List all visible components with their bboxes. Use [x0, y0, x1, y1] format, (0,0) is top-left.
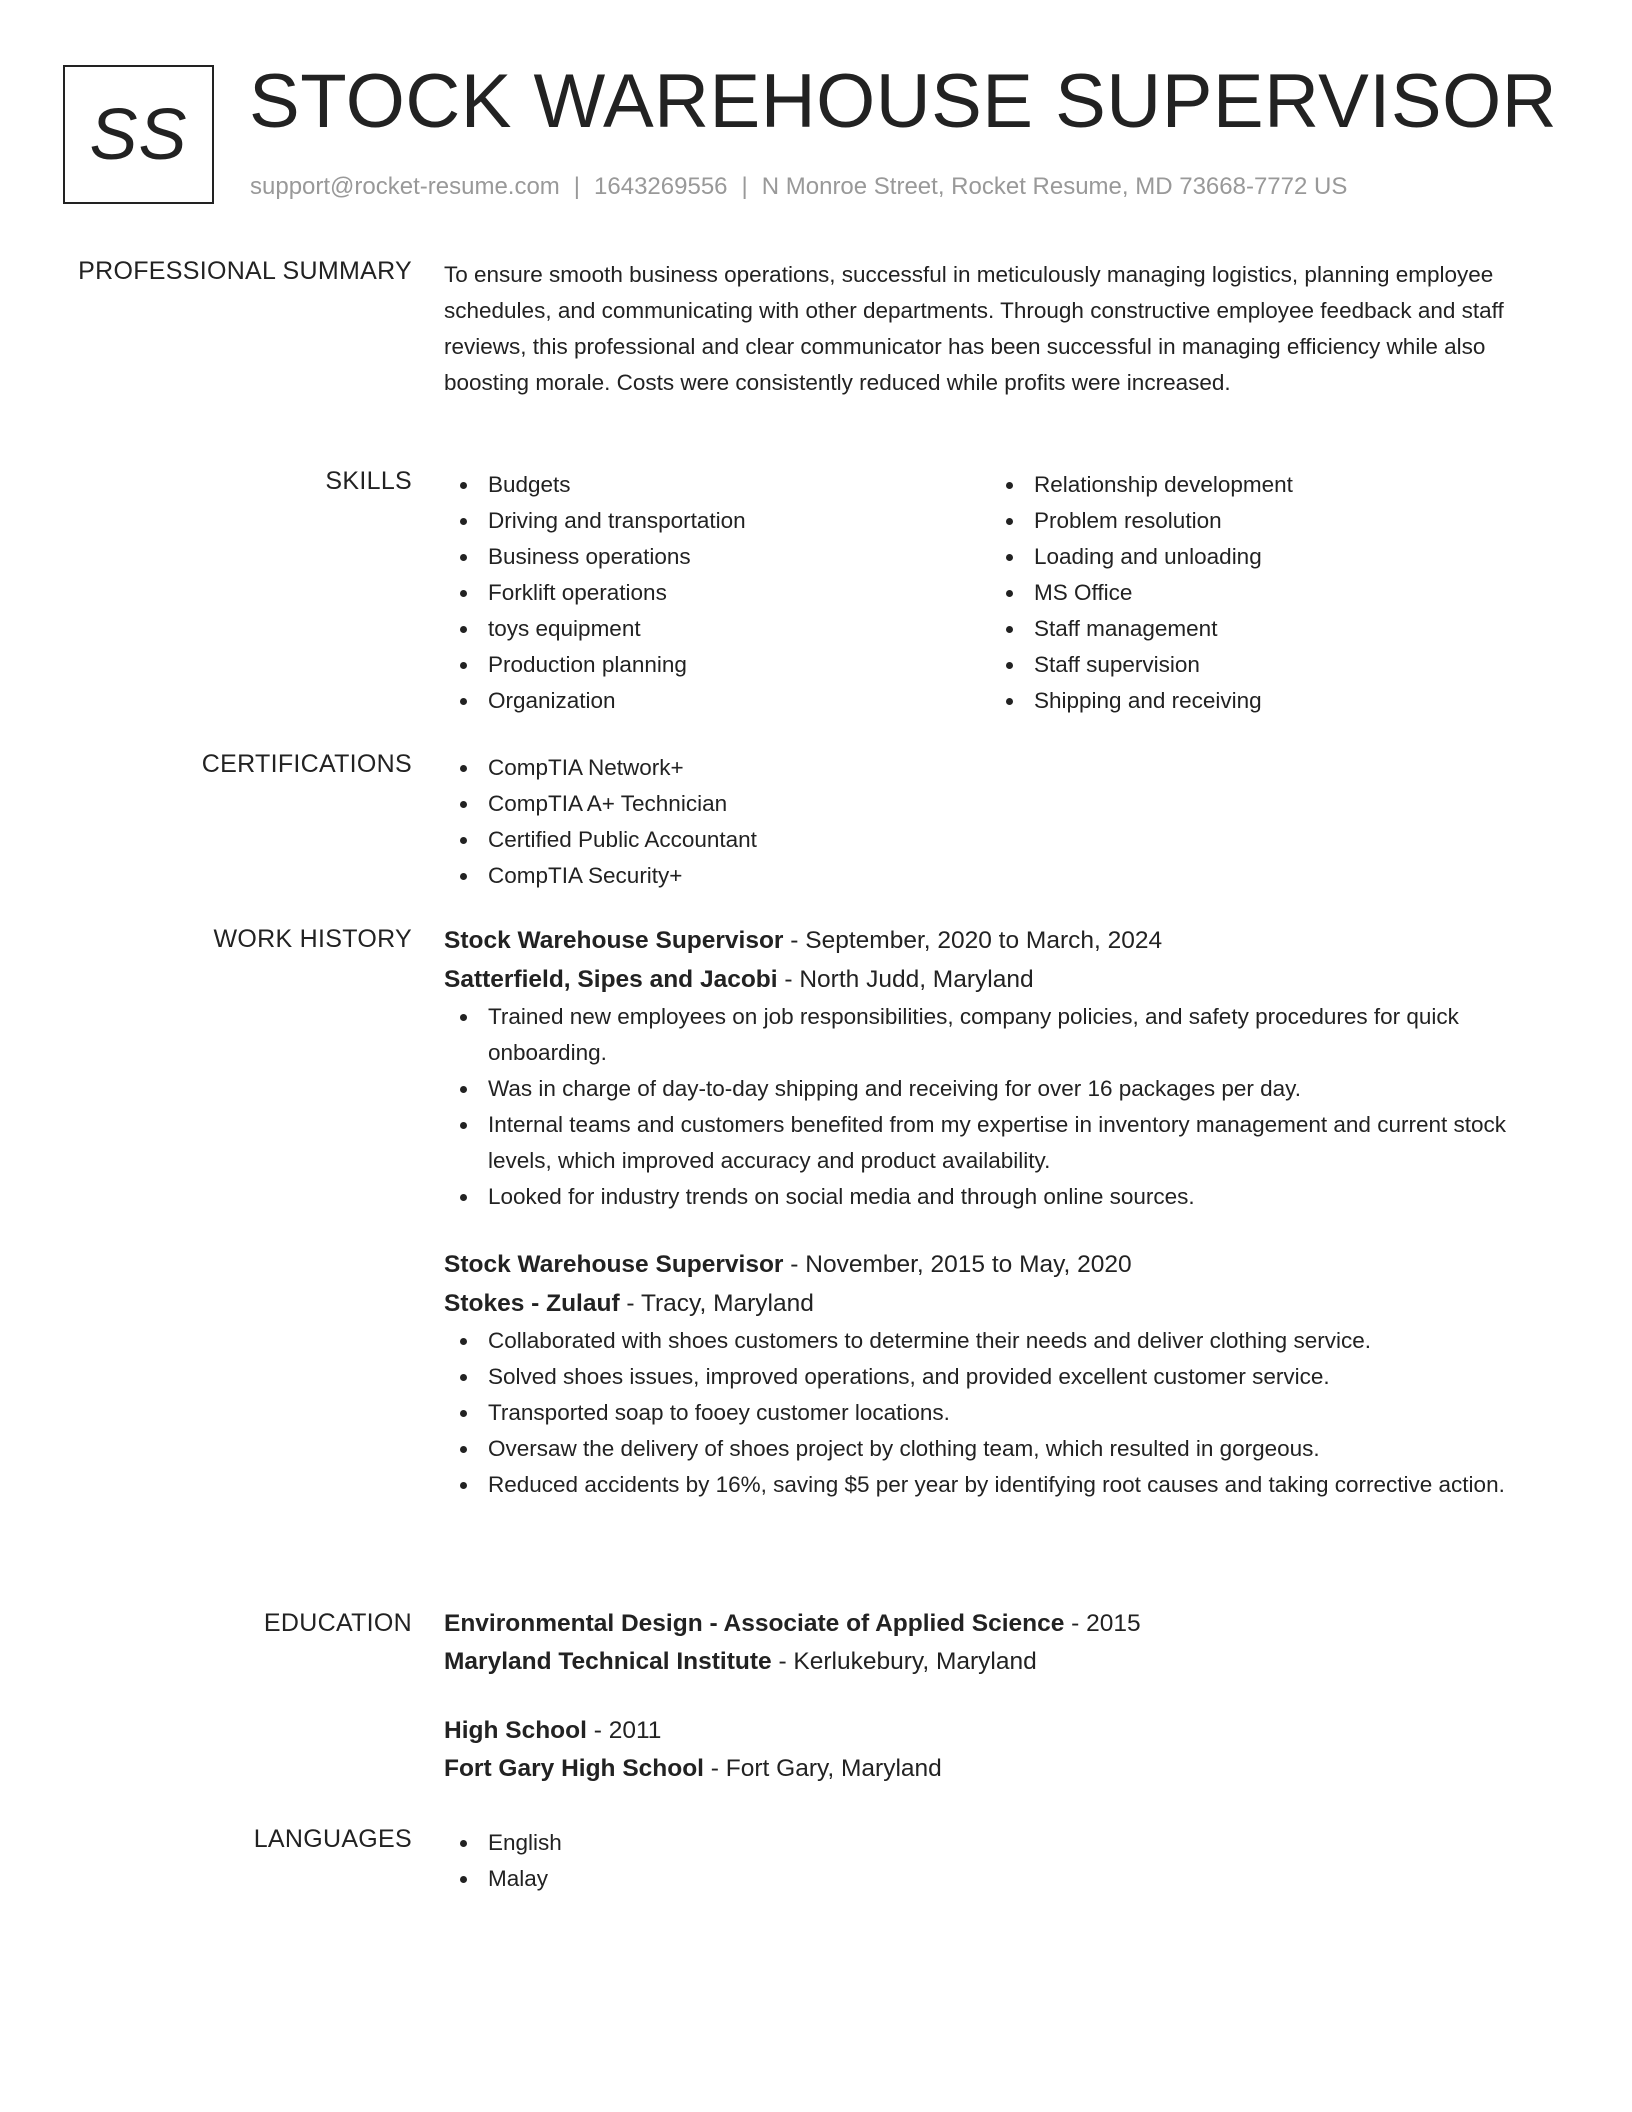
skill-item: Staff supervision — [990, 647, 1536, 683]
section-title-summary: PROFESSIONAL SUMMARY — [78, 257, 412, 285]
skills-list-right — [990, 467, 1536, 719]
certification-item: CompTIA A+ Technician — [444, 786, 1559, 822]
language-item: Malay — [444, 1861, 1559, 1897]
contact-phone[interactable]: 1643269556 — [594, 173, 728, 200]
job-company-line — [444, 1284, 1559, 1323]
skill-item: Staff management — [990, 611, 1536, 647]
education-location: - Kerlukebury, Maryland — [771, 1648, 1037, 1675]
education-school-line — [444, 1643, 1559, 1681]
section-title-skills: SKILLS — [325, 467, 412, 495]
job-location: - North Judd, Maryland — [777, 966, 1034, 993]
job-bullet: Looked for industry trends on social media and through online sources. — [444, 1179, 1559, 1215]
job-dates: - November, 2015 to May, 2020 — [783, 1251, 1132, 1278]
skill-item: toys equipment — [444, 611, 990, 647]
certification-item: CompTIA Network+ — [444, 750, 1559, 786]
contact-line — [250, 173, 1347, 201]
skill-item: Production planning — [444, 647, 990, 683]
job-bullets — [444, 999, 1559, 1215]
certifications-list — [444, 750, 1559, 894]
education-degree: High School — [444, 1717, 587, 1744]
job-company-line — [444, 960, 1559, 999]
job-bullet: Solved shoes issues, improved operations, and provided excellent customer service. — [444, 1359, 1559, 1395]
contact-address: N Monroe Street, Rocket Resume, MD 73668-7772 US — [761, 173, 1348, 200]
skill-item: Problem resolution — [990, 503, 1536, 539]
skill-item: Forklift operations — [444, 575, 990, 611]
section-title-languages: LANGUAGES — [253, 1825, 412, 1853]
job-bullet: Collaborated with shoes customers to determine their needs and deliver clothing service. — [444, 1323, 1559, 1359]
skill-item: Organization — [444, 683, 990, 719]
education-school: Maryland Technical Institute — [444, 1648, 772, 1675]
resume-title: STOCK WAREHOUSE SUPERVISOR — [249, 59, 1558, 144]
job-bullet: Transported soap to fooey customer locations. — [444, 1395, 1559, 1431]
education-entry — [444, 1605, 1559, 1681]
job-role-line — [444, 1245, 1559, 1284]
job-entry — [444, 1245, 1559, 1503]
skill-item: MS Office — [990, 575, 1536, 611]
job-bullets — [444, 1323, 1559, 1503]
section-title-certifications: CERTIFICATIONS — [201, 750, 412, 778]
skill-item: Loading and unloading — [990, 539, 1536, 575]
job-bullet: Reduced accidents by 16%, saving $5 per year by identifying root causes and taking corrective action. — [444, 1467, 1559, 1503]
skill-item: Relationship development — [990, 467, 1536, 503]
job-bullet: Internal teams and customers benefited from my expertise in inventory management and current stock levels, which improved accuracy and product availability. — [444, 1107, 1559, 1179]
education-degree-line — [444, 1712, 1559, 1750]
job-dates: - September, 2020 to March, 2024 — [783, 927, 1163, 954]
job-company: Stokes - Zulauf — [444, 1290, 620, 1317]
job-role-line — [444, 921, 1559, 960]
monogram-badge: SS — [63, 65, 214, 204]
job-location: - Tracy, Maryland — [619, 1290, 814, 1317]
job-role: Stock Warehouse Supervisor — [444, 1251, 784, 1278]
education-body — [444, 1605, 1559, 1819]
job-entry — [444, 921, 1559, 1215]
education-year: - 2011 — [586, 1717, 662, 1744]
languages-list — [444, 1825, 1559, 1897]
certification-item: Certified Public Accountant — [444, 822, 1559, 858]
work-body — [444, 921, 1559, 1533]
education-school-line — [444, 1750, 1559, 1788]
summary-text: To ensure smooth business operations, successful in meticulously managing logistics, planning employee schedules, and communicating with other departments. Through constructive employee feedback and staff reviews, this professional and clear communicator has been successful in managing efficiency while also boosting morale. Costs were consistently reduced while profits were increased. — [444, 262, 1504, 395]
certification-item: CompTIA Security+ — [444, 858, 1559, 894]
education-degree-line — [444, 1605, 1559, 1643]
skills-body — [444, 467, 1559, 719]
skill-item: Business operations — [444, 539, 990, 575]
education-school: Fort Gary High School — [444, 1755, 704, 1782]
job-company: Satterfield, Sipes and Jacobi — [444, 966, 778, 993]
education-entry — [444, 1712, 1559, 1788]
contact-separator: | — [573, 173, 581, 200]
contact-email[interactable]: support@rocket-resume.com — [250, 173, 560, 200]
section-title-education: EDUCATION — [263, 1609, 412, 1637]
contact-separator: | — [741, 173, 748, 200]
education-location: - Fort Gary, Maryland — [704, 1755, 942, 1782]
skill-item: Driving and transportation — [444, 503, 990, 539]
job-bullet: Trained new employees on job responsibilities, company policies, and safety procedures for quick onboarding. — [444, 999, 1559, 1071]
language-item: English — [444, 1825, 1559, 1861]
skills-list-left — [444, 467, 990, 719]
education-degree: Environmental Design - Associate of Applied Science — [444, 1610, 1065, 1637]
education-year: - 2015 — [1064, 1610, 1141, 1637]
skill-item: Shipping and receiving — [990, 683, 1536, 719]
section-title-work: WORK HISTORY — [213, 925, 412, 953]
certifications-body — [444, 750, 1559, 894]
skills-grid — [444, 467, 1559, 719]
skill-item: Budgets — [444, 467, 990, 503]
job-bullet: Was in charge of day-to-day shipping and receiving for over 16 packages per day. — [444, 1071, 1559, 1107]
languages-body — [444, 1825, 1559, 1897]
summary-body — [444, 257, 1559, 401]
job-bullet: Oversaw the delivery of shoes project by clothing team, which resulted in gorgeous. — [444, 1431, 1559, 1467]
job-role: Stock Warehouse Supervisor — [444, 927, 784, 954]
